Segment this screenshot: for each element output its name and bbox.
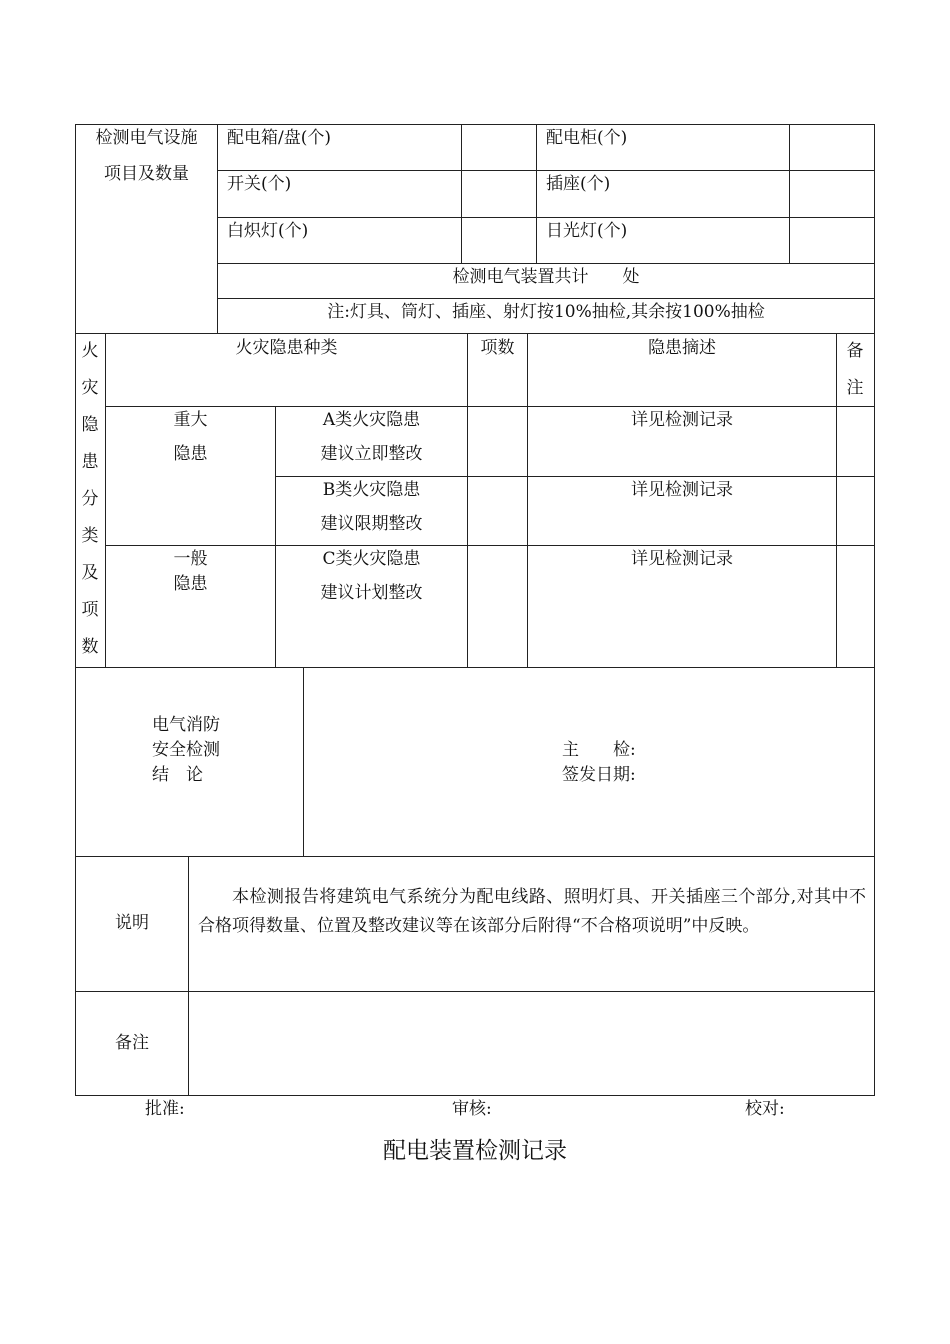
hazard-side-label: 火 灾 隐 患 分 类 及 项 数 xyxy=(81,341,99,657)
item-distribution-cabinet-value[interactable] xyxy=(790,125,874,170)
item-distribution-cabinet-label: 配电柜(个) xyxy=(546,128,628,148)
header-count: 项数 xyxy=(480,338,515,358)
class-c-line1: C类火灾隐患 xyxy=(322,549,421,569)
item-incandescent-label: 白炽灯(个) xyxy=(227,221,309,241)
item-socket-label: 插座(个) xyxy=(546,174,611,194)
header-hazard-type: 火灾隐患种类 xyxy=(235,338,338,358)
general-hazard-label-line2: 隐患 xyxy=(173,574,208,594)
class-c-line2: 建议计划整改 xyxy=(320,583,423,603)
item-switch-value[interactable] xyxy=(462,171,536,217)
header-remark: 备 注 xyxy=(846,341,864,398)
class-b-line2: 建议限期整改 xyxy=(320,514,423,534)
sampling-note: 注:灯具、筒灯、插座、射灯按10%抽检,其余按100%抽检 xyxy=(327,302,765,322)
review-label: 审核: xyxy=(452,1099,492,1119)
class-c-count[interactable] xyxy=(468,546,527,667)
header-description: 隐患摘述 xyxy=(648,338,716,358)
class-b-count[interactable] xyxy=(468,477,527,545)
item-fluorescent-label: 日光灯(个) xyxy=(546,221,628,241)
item-incandescent-value[interactable] xyxy=(462,218,536,263)
item-socket-value[interactable] xyxy=(790,171,874,217)
conclusion-label-line3: 结 论 xyxy=(152,765,203,785)
major-hazard-label-line2: 隐患 xyxy=(173,444,208,464)
conclusion-label-line2: 安全检测 xyxy=(152,740,220,760)
class-c-description: 详见检测记录 xyxy=(631,549,733,569)
page-title: 配电装置检测记录 xyxy=(383,1138,567,1164)
facilities-label-line2: 项目及数量 xyxy=(104,164,189,184)
major-hazard-label-line1: 重大 xyxy=(173,410,208,430)
item-fluorescent-value[interactable] xyxy=(790,218,874,263)
item-switch-label: 开关(个) xyxy=(227,174,292,194)
class-a-line1: A类火灾隐患 xyxy=(322,410,421,430)
conclusion-label-line1: 电气消防 xyxy=(152,715,220,735)
item-distribution-box-label: 配电箱/盘(个) xyxy=(227,128,331,148)
proofread-label: 校对: xyxy=(745,1099,785,1119)
class-a-description: 详见检测记录 xyxy=(631,410,733,430)
issue-date-label: 签发日期: xyxy=(562,765,636,785)
class-b-line1: B类火灾隐患 xyxy=(322,480,421,500)
item-distribution-box-value[interactable] xyxy=(462,125,536,170)
class-a-line2: 建议立即整改 xyxy=(320,444,423,464)
facilities-label-line1: 检测电气设施 xyxy=(95,128,198,148)
inspector-label: 主 检: xyxy=(562,740,636,760)
class-b-description: 详见检测记录 xyxy=(631,480,733,500)
class-a-count[interactable] xyxy=(468,407,527,476)
approve-label: 批准: xyxy=(145,1099,185,1119)
remarks-field[interactable] xyxy=(189,992,874,1095)
explanation-label: 说明 xyxy=(115,913,149,933)
remarks-label: 备注 xyxy=(115,1033,149,1053)
explanation-text: 本检测报告将建筑电气系统分为配电线路、照明灯具、开关插座三个部分,对其中不合格项得数量、位置及整改建议等在该部分后附得“不合格项说明”中反映。 xyxy=(198,887,866,936)
general-hazard-label-line1: 一般 xyxy=(173,549,208,569)
device-total: 检测电气装置共计 处 xyxy=(452,267,640,287)
